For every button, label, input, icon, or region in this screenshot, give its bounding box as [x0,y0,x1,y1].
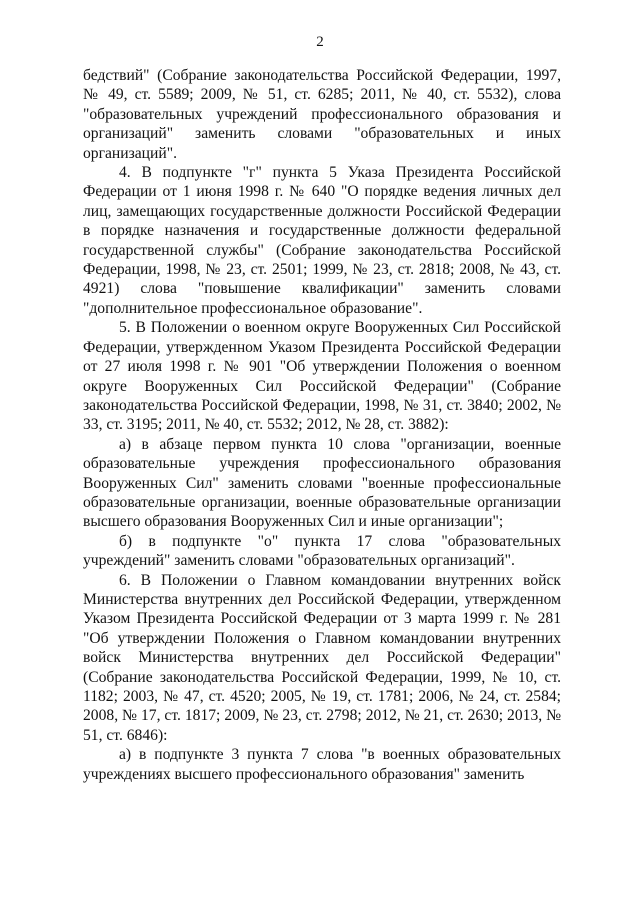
page-number: 2 [316,34,324,50]
paragraph-item-6a: а) в подпункте 3 пункта 7 слова "в военных образовательных учреждениях высшего профессионального образования" заменить [83,746,561,783]
paragraph-item-5: 5. В Положении о военном округе Вооруженных Сил Российской Федерации, утвержденном Указом Президента Российской Федерации от 27 июля 1998 г. № 901 "Об утверждении Положения о военном округе Вооруженных Сил Российской Федерации" (Собрание законодательства Российской Федерации, 1998, № 31, ст. 3840; 2002, № 33, ст. 3195; 2011, № 40, ст. 5532; 2012, № 28, ст. 3882): [83,319,561,434]
document-body [83,66,561,784]
paragraph-item-6: 6. В Положении о Главном командовании внутренних войск Министерства внутренних дел Российской Федерации, утвержденном Указом Президента Российской Федерации от 3 марта 1999 г. № 281 "Об утверждении Положения о Главном командовании внутренних войск Министерства внутренних дел Российской Федерации" (Собрание законодательства Российской Федерации, 1999, № 10, ст. 1182; 2003, № 47, ст. 4520; 2005, № 19, ст. 1781; 2006, № 24, ст. 2584; 2008, № 17, ст. 1817; 2009, № 23, ст. 2798; 2012, № 21, ст. 2630; 2013, № 51, ст. 6846): [83,571,561,744]
paragraph-item-5a: а) в абзаце первом пункта 10 слова "организации, военные образовательные учреждения профессионального образования Вооруженных Сил" заменить словами "военные профессиональные образовательные организации, военные образовательные организации высшего образования Вооруженных Сил и иные организации"; [83,435,561,531]
paragraph-item-5b: б) в подпункте "о" пункта 17 слова "образовательных учреждений" заменить словами "образовательных организаций". [83,532,561,570]
paragraph-continuation: бедствий" (Собрание законодательства Российской Федерации, 1997, № 49, ст. 5589; 2009, № 51, ст. 6285; 2011, № 40, ст. 5532), слова "образовательных учреждений профессионального образования и организаций" заменить словами "образовательных и иных организаций". [83,67,561,162]
paragraph-item-4: 4. В подпункте "г" пункта 5 Указа Президента Российской Федерации от 1 июня 1998 г. № 640 "О порядке ведения личных дел лиц, замещающих государственные должности Российской Федерации в порядке назначения и государственные должности федеральной государственной службы" (Собрание законодательства Российской Федерации, 1998, № 23, ст. 2501; 1999, № 23, ст. 2818; 2008, № 43, ст. 4921) слова "повышение квалификации" заменить словами "дополнительное профессиональное образование". [83,164,561,317]
